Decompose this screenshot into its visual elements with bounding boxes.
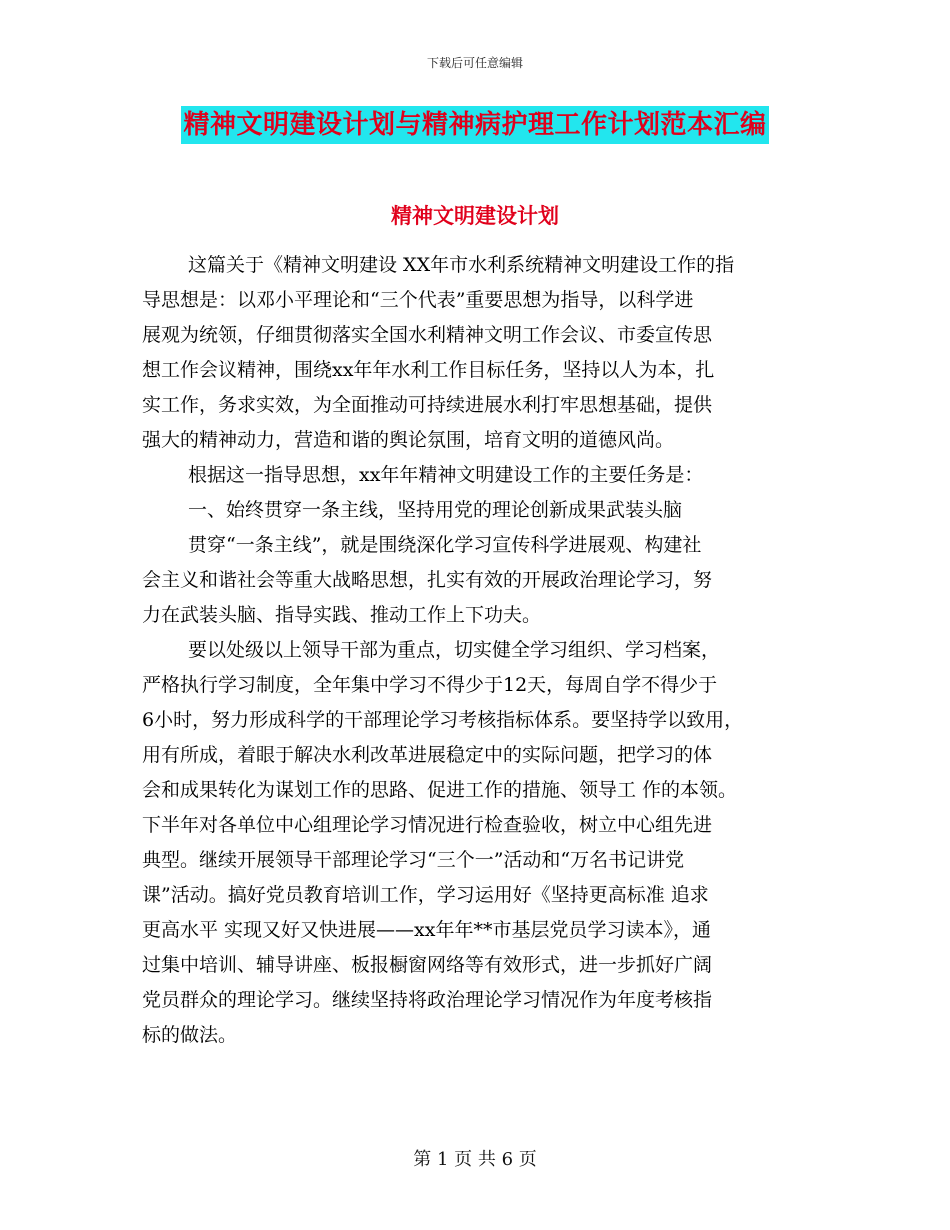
body-line: 会和成果转化为谋划工作的思路、促进工作的措施、领导工 作的本领。 — [142, 779, 738, 801]
body-line: 这篇关于《精神文明建设 XX年市水利系统精神文明建设工作的指 — [188, 254, 735, 276]
body-line: 力在武装头脑、指导实践、推动工作上下功夫。 — [142, 604, 542, 626]
body-line: 下半年对各单位中心组理论学习情况进行检查验收，树立中心组先进 — [142, 814, 713, 836]
body-line: 更高水平 实现又好又快进展——xx年年**市基层党员学习读本》，通 — [142, 919, 711, 941]
body-line: 强大的精神动力，营造和谐的舆论氛围，培育文明的道德风尚。 — [142, 429, 675, 451]
section-title: 精神文明建设计划 — [391, 203, 559, 228]
body-line: 严格执行学习制度，全年集中学习不得少于12天，每周自学不得少于 — [142, 674, 718, 696]
body-text — [142, 248, 812, 1053]
body-line: 标的做法。 — [142, 1024, 238, 1046]
body-line: 课”活动。搞好党员教育培训工作，学习运用好《坚持更高标准 追求 — [142, 884, 709, 906]
document-title — [0, 106, 950, 144]
body-line: 6小时，努力形成科学的干部理论学习考核指标体系。要坚持学以致用， — [142, 709, 744, 731]
body-line: 要以处级以上领导干部为重点，切实健全学习组织、学习档案， — [188, 639, 721, 661]
body-line: 导思想是：以邓小平理论和“三个代表”重要思想为指导，以科学进 — [142, 289, 694, 311]
document-title-text: 精神文明建设计划与精神病护理工作计划范本汇编 — [181, 106, 768, 144]
body-line: 会主义和谐社会等重大战略思想，扎实有效的开展政治理论学习，努 — [142, 569, 713, 591]
body-line: 一、始终贯穿一条主线，坚持用党的理论创新成果武装头脑 — [188, 499, 683, 521]
body-line: 想工作会议精神，围绕xx年年水利工作目标任务，坚持以人为本，扎 — [142, 359, 715, 381]
body-line: 典型。继续开展领导干部理论学习“三个一”活动和“万名书记讲党 — [142, 849, 685, 871]
body-line: 用有所成，着眼于解决水利改革进展稳定中的实际问题，把学习的体 — [142, 744, 713, 766]
header-note: 下载后可任意编辑 — [426, 56, 523, 70]
body-line: 过集中培训、辅导讲座、板报橱窗网络等有效形式，进一步抓好广阔 — [142, 954, 713, 976]
body-line: 展观为统领，仔细贯彻落实全国水利精神文明工作会议、市委宣传思 — [142, 324, 713, 346]
page-footer: 第 1 页 共 6 页 — [413, 1149, 537, 1170]
body-line: 根据这一指导思想，xx年年精神文明建设工作的主要任务是： — [188, 464, 704, 486]
body-line: 实工作，务求实效，为全面推动可持续进展水利打牢思想基础，提供 — [142, 394, 713, 416]
body-line: 党员群众的理论学习。继续坚持将政治理论学习情况作为年度考核指 — [142, 989, 713, 1011]
body-line: 贯穿“一条主线”，就是围绕深化学习宣传科学进展观、构建社 — [188, 534, 702, 556]
